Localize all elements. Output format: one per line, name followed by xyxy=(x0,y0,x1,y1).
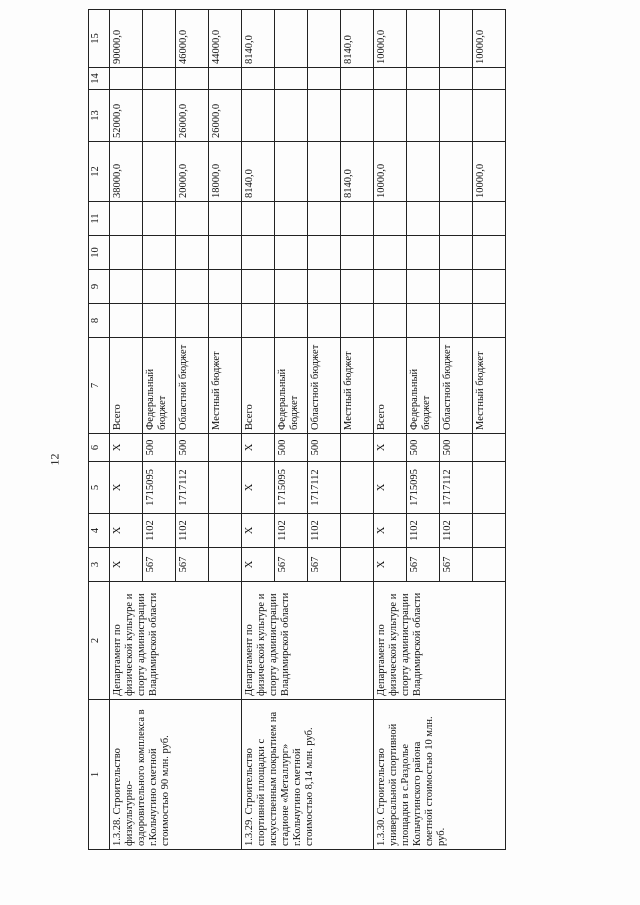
table-cell xyxy=(341,236,374,270)
table-cell: 8140,0 xyxy=(242,142,275,202)
column-header: 8 xyxy=(89,304,110,338)
table-cell xyxy=(407,68,440,90)
table-cell xyxy=(242,270,275,304)
table-cell xyxy=(374,90,407,142)
table-cell: Всего xyxy=(110,338,143,434)
table-cell xyxy=(341,270,374,304)
table-cell: 1715095 xyxy=(275,462,308,514)
table-cell xyxy=(308,304,341,338)
table-cell: X xyxy=(374,462,407,514)
table-cell: 1.3.30. Строительство универсальной спортивной площадки в с.Раздолье Кольчугинского района сметной стоимостью 10 млн. руб. xyxy=(374,700,506,850)
table-cell xyxy=(407,202,440,236)
table-cell: Всего xyxy=(374,338,407,434)
table-cell xyxy=(275,236,308,270)
table-cell xyxy=(275,68,308,90)
table-cell xyxy=(341,90,374,142)
table-cell: 18000,0 xyxy=(209,142,242,202)
table-cell xyxy=(374,202,407,236)
budget-table xyxy=(88,9,506,850)
table-cell: X xyxy=(242,514,275,548)
table-cell: X xyxy=(110,462,143,514)
table-cell xyxy=(242,236,275,270)
table-cell xyxy=(374,304,407,338)
table-cell: 1102 xyxy=(407,514,440,548)
table-cell xyxy=(473,90,506,142)
table-cell: 1.3.29. Строительство спортивной площадки с искусственным покрытием на стадионе «Металлург» г.Кольчугино сметной стоимостью 8,14 млн. руб. xyxy=(242,700,374,850)
table-cell: 38000,0 xyxy=(110,142,143,202)
table-cell xyxy=(209,462,242,514)
table-cell xyxy=(275,10,308,68)
table-cell xyxy=(209,270,242,304)
table-cell xyxy=(407,90,440,142)
table-cell xyxy=(143,304,176,338)
table-cell xyxy=(440,10,473,68)
column-header: 7 xyxy=(89,338,110,434)
table-cell xyxy=(275,270,308,304)
table-body xyxy=(110,10,506,850)
table-cell xyxy=(440,304,473,338)
table-row xyxy=(242,10,275,850)
table-cell xyxy=(209,548,242,582)
table-cell: X xyxy=(374,514,407,548)
rotated-content xyxy=(88,30,608,850)
table-cell: X xyxy=(110,514,143,548)
table-cell xyxy=(275,90,308,142)
table-cell xyxy=(110,236,143,270)
table-cell xyxy=(275,142,308,202)
table-cell: 500 xyxy=(176,434,209,462)
table-cell: Местный бюджет xyxy=(341,338,374,434)
table-cell: 44000,0 xyxy=(209,10,242,68)
header-row xyxy=(89,10,110,850)
table-cell xyxy=(440,68,473,90)
table-cell: 26000,0 xyxy=(209,90,242,142)
table-cell xyxy=(176,68,209,90)
column-header: 11 xyxy=(89,202,110,236)
table-cell xyxy=(440,90,473,142)
column-header: 15 xyxy=(89,10,110,68)
table-cell xyxy=(209,304,242,338)
table-cell: 567 xyxy=(440,548,473,582)
table-cell: 500 xyxy=(275,434,308,462)
table-cell: Департамент по физической культуре и спорту администрации Владимирской области xyxy=(374,582,506,700)
table-cell: Местный бюджет xyxy=(209,338,242,434)
table-cell xyxy=(143,202,176,236)
table-cell xyxy=(209,68,242,90)
table-cell xyxy=(473,202,506,236)
table-cell: 1715095 xyxy=(143,462,176,514)
table-cell xyxy=(308,270,341,304)
table-cell: 26000,0 xyxy=(176,90,209,142)
table-cell: 1717112 xyxy=(308,462,341,514)
table-cell xyxy=(308,202,341,236)
table-cell xyxy=(209,514,242,548)
table-cell xyxy=(143,142,176,202)
table-cell: 500 xyxy=(407,434,440,462)
table-cell xyxy=(341,202,374,236)
table-cell: X xyxy=(374,434,407,462)
table-cell xyxy=(275,304,308,338)
table-cell: 567 xyxy=(176,548,209,582)
table-cell xyxy=(110,202,143,236)
table-cell: Федеральный бюджет xyxy=(407,338,440,434)
table-cell xyxy=(473,462,506,514)
table-cell: 1715095 xyxy=(407,462,440,514)
table-cell: 10000,0 xyxy=(473,10,506,68)
table-cell xyxy=(209,434,242,462)
table-cell xyxy=(242,68,275,90)
table-cell: 90000,0 xyxy=(110,10,143,68)
table-cell: 1717112 xyxy=(176,462,209,514)
table-cell xyxy=(242,304,275,338)
table-cell xyxy=(143,68,176,90)
table-cell: 567 xyxy=(308,548,341,582)
column-header: 5 xyxy=(89,462,110,514)
table-cell: 1102 xyxy=(143,514,176,548)
table-cell xyxy=(407,10,440,68)
table-cell xyxy=(143,90,176,142)
table-cell: X xyxy=(242,462,275,514)
table-cell: 8140,0 xyxy=(242,10,275,68)
table-cell: 20000,0 xyxy=(176,142,209,202)
table-cell xyxy=(242,90,275,142)
table-cell: 567 xyxy=(407,548,440,582)
table-cell xyxy=(275,202,308,236)
table-cell xyxy=(440,202,473,236)
column-header: 14 xyxy=(89,68,110,90)
table-cell: 500 xyxy=(143,434,176,462)
table-cell: X xyxy=(242,548,275,582)
table-cell: X xyxy=(242,434,275,462)
table-cell: Департамент по физической культуре и спорту администрации Владимирской области xyxy=(242,582,374,700)
column-header: 12 xyxy=(89,142,110,202)
table-cell xyxy=(176,304,209,338)
table-cell: Всего xyxy=(242,338,275,434)
table-cell xyxy=(143,10,176,68)
table-cell xyxy=(308,10,341,68)
table-cell: 1.3.28. Строительство физкультурно-оздоровительного комплекса в г.Кольчугино сметной стоимостью 90 млн. руб. xyxy=(110,700,242,850)
table-cell: 10000,0 xyxy=(374,142,407,202)
table-cell: Областной бюджет xyxy=(176,338,209,434)
table-cell: Областной бюджет xyxy=(308,338,341,434)
table-cell: Департамент по физической культуре и спорту администрации Владимирской области xyxy=(110,582,242,700)
table-cell xyxy=(473,514,506,548)
table-cell xyxy=(473,304,506,338)
table-cell: 10000,0 xyxy=(473,142,506,202)
table-cell xyxy=(473,434,506,462)
table-cell xyxy=(440,142,473,202)
table-cell: 8140,0 xyxy=(341,142,374,202)
table-cell xyxy=(308,90,341,142)
table-cell: Федеральный бюджет xyxy=(143,338,176,434)
table-cell xyxy=(110,68,143,90)
column-header: 9 xyxy=(89,270,110,304)
table-cell: 1102 xyxy=(440,514,473,548)
table-cell xyxy=(176,270,209,304)
table-cell xyxy=(308,68,341,90)
table-cell xyxy=(110,270,143,304)
column-header: 2 xyxy=(89,582,110,700)
table-cell xyxy=(176,202,209,236)
column-header: 10 xyxy=(89,236,110,270)
table-cell xyxy=(242,202,275,236)
table-cell: Федеральный бюджет xyxy=(275,338,308,434)
table-cell xyxy=(440,236,473,270)
table-cell xyxy=(341,462,374,514)
table-cell xyxy=(374,236,407,270)
table-cell: 500 xyxy=(308,434,341,462)
table-cell xyxy=(143,270,176,304)
table-cell xyxy=(473,270,506,304)
table-cell xyxy=(341,548,374,582)
table-cell xyxy=(374,68,407,90)
table-cell: 1102 xyxy=(275,514,308,548)
table-cell: 500 xyxy=(440,434,473,462)
table-cell: 1102 xyxy=(176,514,209,548)
table-cell xyxy=(473,236,506,270)
table-cell xyxy=(407,304,440,338)
table-row xyxy=(374,10,407,850)
page-number: 12 xyxy=(47,453,62,466)
column-header: 13 xyxy=(89,90,110,142)
table-cell xyxy=(473,548,506,582)
table-cell xyxy=(374,270,407,304)
table-cell xyxy=(209,202,242,236)
table-cell: 1717112 xyxy=(440,462,473,514)
table-cell xyxy=(440,270,473,304)
table-cell: 567 xyxy=(143,548,176,582)
table-cell xyxy=(407,236,440,270)
table-cell: 52000,0 xyxy=(110,90,143,142)
table-cell: Местный бюджет xyxy=(473,338,506,434)
table-cell xyxy=(341,434,374,462)
column-header: 1 xyxy=(89,700,110,850)
table-cell xyxy=(209,236,242,270)
table-cell xyxy=(110,304,143,338)
table-cell: X xyxy=(110,548,143,582)
column-header: 4 xyxy=(89,514,110,548)
table-row xyxy=(110,10,143,850)
table-cell xyxy=(143,236,176,270)
table-cell xyxy=(341,304,374,338)
table-cell xyxy=(341,68,374,90)
table-cell xyxy=(176,236,209,270)
table-cell: 1102 xyxy=(308,514,341,548)
table-cell xyxy=(308,142,341,202)
table-cell: Областной бюджет xyxy=(440,338,473,434)
column-header: 6 xyxy=(89,434,110,462)
table-cell xyxy=(407,142,440,202)
table-cell xyxy=(341,514,374,548)
table-cell: 567 xyxy=(275,548,308,582)
table-cell xyxy=(308,236,341,270)
table-cell: 46000,0 xyxy=(176,10,209,68)
table-cell xyxy=(473,68,506,90)
table-cell: X xyxy=(110,434,143,462)
table-cell xyxy=(407,270,440,304)
table-cell: 8140,0 xyxy=(341,10,374,68)
table-cell: X xyxy=(374,548,407,582)
table-cell: 10000,0 xyxy=(374,10,407,68)
column-header: 3 xyxy=(89,548,110,582)
